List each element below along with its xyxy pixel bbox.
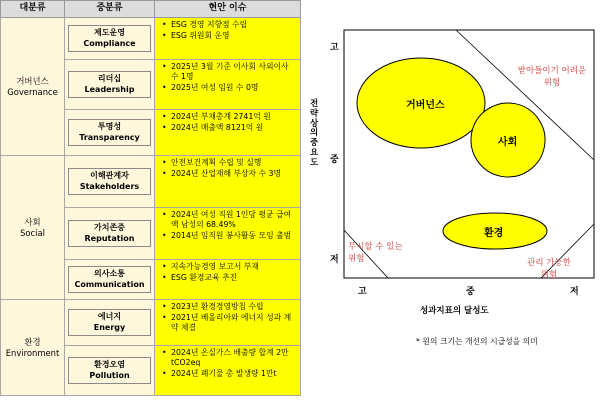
issue-stakeholders: • 안전보건계획 수립 및 실행 • 2024년 산업재해 부상자 수 3명 <box>155 156 301 208</box>
esg-issue-table <box>0 0 301 396</box>
issue-pollution: • 2024년 온실가스 배출량 합계 2만tCO2eq • 2024년 폐기물 총 발생량 1만t <box>155 346 301 396</box>
y-tick-mid: 중 <box>330 155 339 165</box>
header-mid: 중분류 <box>65 1 155 18</box>
x-tick-mid: 중 <box>466 287 475 297</box>
x-tick-low: 저 <box>570 287 579 297</box>
mid-transparency: 투명성 Transparency <box>65 110 155 156</box>
risk-matrix <box>308 0 600 407</box>
mid-compliance: 제도운영 Compliance <box>65 18 155 60</box>
y-tick-high: 고 <box>330 43 339 53</box>
issue-reputation: • 2024년 여성 직원 1인당 평균 급여액 남성의 68.49% • 2014년 임직원 봉사활동 모임 출범 <box>155 208 301 260</box>
mid-reputation: 가치존중 Reputation <box>65 208 155 260</box>
zone-unacceptable-risk: 받아들이기 어려운 위험 <box>517 66 587 88</box>
x-tick-high: 고 <box>358 287 367 297</box>
header-issue: 현안 이슈 <box>155 1 301 18</box>
issue-communication: • 지속가능경영 보고서 부재 • ESG 환경교육 추진 <box>155 260 301 300</box>
mid-pollution: 환경오염 Pollution <box>65 346 155 396</box>
mid-communication: 의사소통 Communication <box>65 260 155 300</box>
mid-energy: 에너지 Energy <box>65 300 155 346</box>
issue-energy: • 2023년 환경경영방침 수립 • 2021년 베올리아와 에너지 성과 계약 체결 <box>155 300 301 346</box>
mid-stakeholders: 이해관계자 Stakeholders <box>65 156 155 208</box>
y-tick-low: 저 <box>330 255 339 265</box>
zone-manageable-risk: 관리 가능한 위험 <box>527 258 571 280</box>
zone-negligible-risk: 무시할 수 있는 위험 <box>348 242 403 264</box>
issue-leadership: • 2025년 3월 기준 이사회 사외이사 수 1명 • 2025년 여성 임원 수 0명 <box>155 60 301 110</box>
major-environment: 환경 Environment <box>1 300 65 396</box>
major-governance: 거버넌스 Governance <box>1 18 65 156</box>
bubble-social-label: 사회 <box>498 137 518 148</box>
y-axis-title: 전략상의중요도 <box>310 99 319 168</box>
issue-compliance: • ESG 경영 지향점 수립 • ESG 위원회 운영 <box>155 18 301 60</box>
bubble-environment-label: 환경 <box>484 228 504 239</box>
header-major: 대분류 <box>1 1 65 18</box>
issue-transparency: • 2024년 부채총계 2741억 원 • 2024년 매출액 8121억 원 <box>155 110 301 156</box>
mid-leadership: 리더십 Leadership <box>65 60 155 110</box>
footnote: * 원의 크기는 개선의 시급성을 의미 <box>416 337 538 346</box>
major-social: 사회 Social <box>1 156 65 300</box>
x-axis-title: 성과지표의 달성도 <box>420 306 489 316</box>
bubble-governance-label: 거버넌스 <box>406 100 445 111</box>
